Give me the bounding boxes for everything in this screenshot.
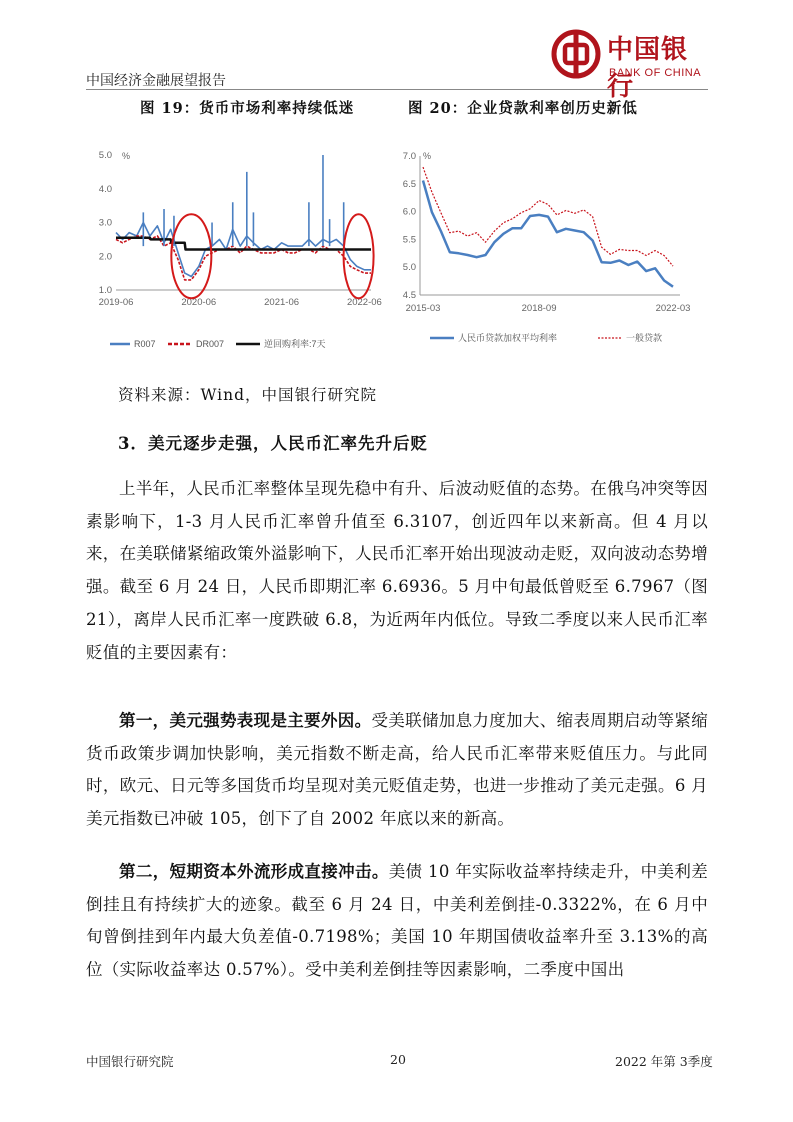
y-tick-label: 3.0 (98, 217, 112, 229)
y-tick-label: 5.0 (402, 262, 416, 274)
logo-chinese-name: 中国银行 (607, 35, 689, 102)
x-tick-label: 2022-06 (346, 297, 382, 308)
y-tick-label: 6.5 (402, 178, 416, 190)
y-tick-label: 6.0 (402, 206, 416, 218)
source-note: 资料来源：Wind，中国银行研究院 (118, 386, 378, 404)
series-line-dr007 (116, 236, 371, 280)
legend-label-general-loans: 一般贷款 (626, 333, 663, 343)
paragraph-3 (86, 856, 708, 987)
y-tick-label: 7.0 (402, 151, 416, 162)
series-line-weighted-avg (423, 181, 673, 287)
y-tick-label: 4.0 (98, 183, 112, 195)
y-tick-label: 4.5 (402, 290, 416, 301)
y-tick-label: 1.0 (98, 285, 112, 296)
legend-label-reverse-repo: 逆回购利率:7天 (264, 339, 326, 349)
figure-20-caption: 图 20：企业贷款利率创历史新低 (408, 100, 638, 117)
x-tick-label: 2015-03 (405, 303, 441, 314)
legend-label-dr007: DR007 (196, 339, 225, 349)
paragraph-3-body: 美债 10 年实际收益率持续走升，中美利差倒挂且有持续扩大的迹象。截至 6 月 24 日，中美利差倒挂-0.3322%，在 6 月中旬曾倒挂到年内最大负差值-0.7198%；美国 10 年期国债收益率升至 3.13%的高位（实际收益率达 0.57%）。受中美利差倒挂等因素影响，二季度中国出 (86, 862, 708, 980)
footer-edition: 2022 年第 3季度 (615, 1054, 713, 1069)
y-tick-label: 5.5 (402, 234, 416, 246)
bank-logo (549, 27, 714, 102)
y-tick-label: 5.0 (98, 150, 112, 161)
x-tick-label: 2019-06 (98, 297, 134, 308)
chart-loan-rates (390, 140, 710, 365)
y-axis-unit: % (423, 151, 432, 161)
report-title: 中国经济金融展望报告 (86, 73, 226, 89)
logo-english-name: BANK OF CHINA (609, 67, 702, 79)
footer-institution: 中国银行研究院 (86, 1054, 174, 1069)
y-tick-label: 2.0 (98, 251, 112, 263)
paragraph-2-body: 受美联储加息力度加大、缩表周期启动等紧缩货币政策步调加快影响，美元指数不断走高，给人民币汇率带来贬值压力。与此同时，欧元、日元等多国货币均呈现对美元贬值走势，也进一步推动了美元走强。6 月美元指数已冲破 105，创下了自 2002 年底以来的新高。 (86, 711, 709, 829)
x-tick-label: 2018-09 (521, 303, 557, 314)
x-tick-label: 2021-06 (264, 297, 300, 308)
annotation-circle-2020 (171, 214, 211, 298)
figure-19-caption: 图 19：货币市场利率持续低迷 (140, 100, 355, 117)
series-line-reverse-repo (116, 238, 371, 250)
bank-logo-icon (551, 29, 601, 79)
legend-label-r007: R007 (134, 339, 156, 349)
paragraph-2-lead: 第一，美元强势表现是主要外因。 (119, 711, 372, 730)
chart-money-market-rates (86, 140, 386, 365)
y-axis-unit: % (122, 151, 131, 161)
x-tick-label: 2020-06 (181, 297, 217, 308)
paragraph-3-lead: 第二，短期资本外流形成直接冲击。 (119, 862, 389, 881)
paragraph-2 (86, 705, 708, 836)
x-tick-label: 2022-03 (655, 303, 691, 314)
section-heading: 3．美元逐步走强，人民币汇率先升后贬 (118, 434, 428, 453)
legend-label-weighted-avg: 人民币贷款加权平均利率 (458, 333, 558, 343)
paragraph-1: 上半年，人民币汇率整体呈现先稳中有升、后波动贬值的态势。在俄乌冲突等因素影响下，1-3 月人民币汇率曾升值至 6.3107，创近四年以来新高。但 4 月以来，在美联储紧缩政策外溢影响下，人民币汇率开始出现波动走贬，双向波动态势增强。截至 6 月 24 日，人民币即期汇率 6.6936。5 月中旬最低曾贬至 6.7967（图 21），离岸人民币汇率一度跌破 6.8，为近两年内低位。导致二季度以来人民币汇率贬值的主要因素有： (86, 479, 708, 662)
page-number: 20 (390, 1052, 406, 1067)
